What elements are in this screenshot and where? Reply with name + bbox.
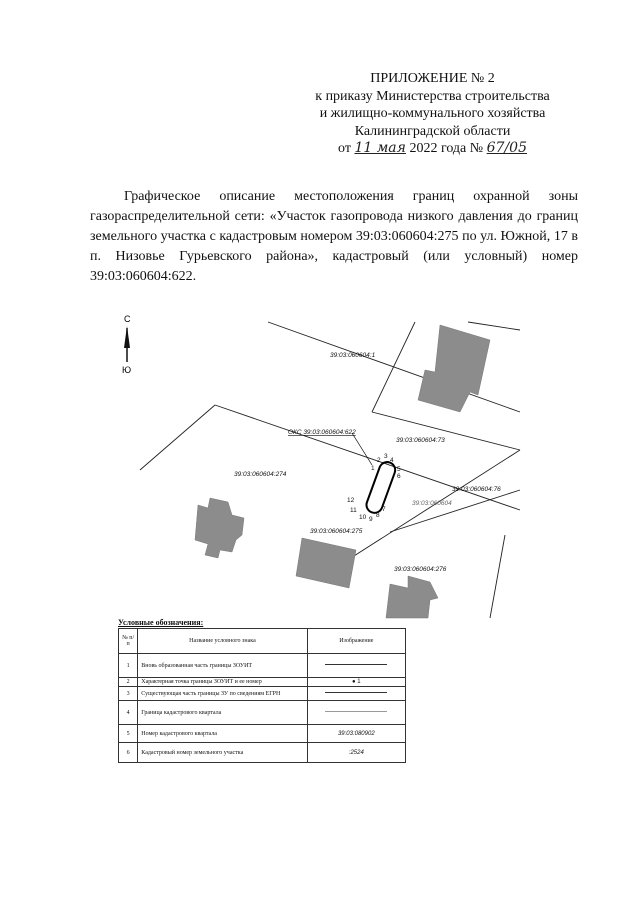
point-6: 6 <box>397 473 401 480</box>
date-middle: 2022 года № <box>409 141 484 156</box>
point-marker-icon: ● 1 <box>307 678 405 687</box>
label-parcel-276: 39:03:060604:276 <box>394 566 447 573</box>
handwritten-number: 67/05 <box>486 140 527 156</box>
legend-no: 6 <box>119 743 138 763</box>
legend-no: 2 <box>119 678 138 687</box>
table-row <box>119 654 406 678</box>
building-parcel-73 <box>418 325 490 412</box>
point-8: 8 <box>376 512 380 519</box>
cadastral-map <box>0 300 640 620</box>
legend-title: Условные обозначения: <box>118 618 204 627</box>
new-boundary-line-icon <box>325 664 387 665</box>
date-line <box>290 140 575 158</box>
ministry-line: и жилищно-коммунального хозяйства <box>319 106 546 121</box>
point-7: 7 <box>382 506 386 513</box>
point-9: 9 <box>369 516 373 523</box>
legend-image <box>307 654 405 678</box>
point-5: 5 <box>397 466 401 473</box>
point-4: 4 <box>390 457 394 464</box>
order-line: к приказу Министерства строительства <box>315 88 550 104</box>
building-parcel-276 <box>386 576 438 618</box>
date-prefix: от <box>338 141 351 156</box>
label-parcel-73: 39:03:060604:73 <box>396 437 445 444</box>
table-row <box>119 678 406 687</box>
legend-name: Вновь образованная часть границы ЗОУИТ <box>138 654 307 678</box>
legend-name: Номер кадастрового квартала <box>138 725 307 743</box>
building-parcel-274 <box>195 498 244 558</box>
point-3: 3 <box>384 453 388 460</box>
compass-north: С <box>124 314 131 324</box>
legend-no: 5 <box>119 725 138 743</box>
table-row <box>119 725 406 743</box>
compass-south: Ю <box>122 365 132 375</box>
building-parcel-275 <box>296 538 356 588</box>
legend-no: 3 <box>119 687 138 701</box>
legend-no: 1 <box>119 654 138 678</box>
existing-boundary-line-icon <box>325 692 387 693</box>
appendix-header <box>290 70 575 158</box>
label-parcel-275: 39:03:060604:275 <box>310 528 363 535</box>
handwritten-date: 11 мая <box>354 140 406 156</box>
compass-icon <box>122 314 131 375</box>
label-parcel-274: 39:03:060604:274 <box>234 471 287 478</box>
quarter-boundary-line-icon <box>325 711 387 712</box>
legend-image: :2524 <box>307 743 405 763</box>
appendix-title: ПРИЛОЖЕНИЕ № 2 <box>370 71 495 86</box>
legend-name: Кадастровый номер земельного участка <box>138 743 307 763</box>
legend-image <box>307 687 405 701</box>
legend-no: 4 <box>119 701 138 725</box>
point-12: 12 <box>347 497 355 504</box>
protection-zone <box>352 433 397 515</box>
table-row <box>119 743 406 763</box>
legend-name: Существующая часть границы ЗУ по сведениям ЕГРН <box>138 687 307 701</box>
point-1: 1 <box>371 465 375 472</box>
region-line: Калининградской области <box>354 123 511 139</box>
legend-table <box>118 628 406 763</box>
legend-header-no: № п/п <box>119 629 138 654</box>
label-parcel-1: 39:03:060604:1 <box>330 352 376 359</box>
table-row <box>119 687 406 701</box>
legend-image <box>307 701 405 725</box>
table-row <box>119 701 406 725</box>
point-11: 11 <box>350 507 357 514</box>
label-parcel-76: 39:03:060604:76 <box>452 486 501 493</box>
legend-header-image: Изображение <box>307 629 405 654</box>
description-paragraph: Графическое описание местоположения границ охранной зоны газораспределительной сети: «Участок газопровода низкого давления до границ земельного участка с кадастровым номером 39:03:060604:275 по ул. Южной, 17 в п. Низовье Гурьевского района», кадастровый (или условный) номер 39:03:060604:622. <box>90 189 578 284</box>
legend-image: 39:03:080902 <box>307 725 405 743</box>
point-2: 2 <box>377 457 381 464</box>
legend-name: Характерная точка границы ЗОУИТ и ее номер <box>138 678 307 687</box>
legend-header-row <box>119 629 406 654</box>
label-oks: ОКС 39:03:060604:622 <box>288 429 356 436</box>
label-quarter: 39:03:060604 <box>412 500 452 507</box>
point-10: 10 <box>359 514 367 521</box>
legend-header-name: Название условного знака <box>138 629 307 654</box>
legend-name: Граница кадастрового квартала <box>138 701 307 725</box>
